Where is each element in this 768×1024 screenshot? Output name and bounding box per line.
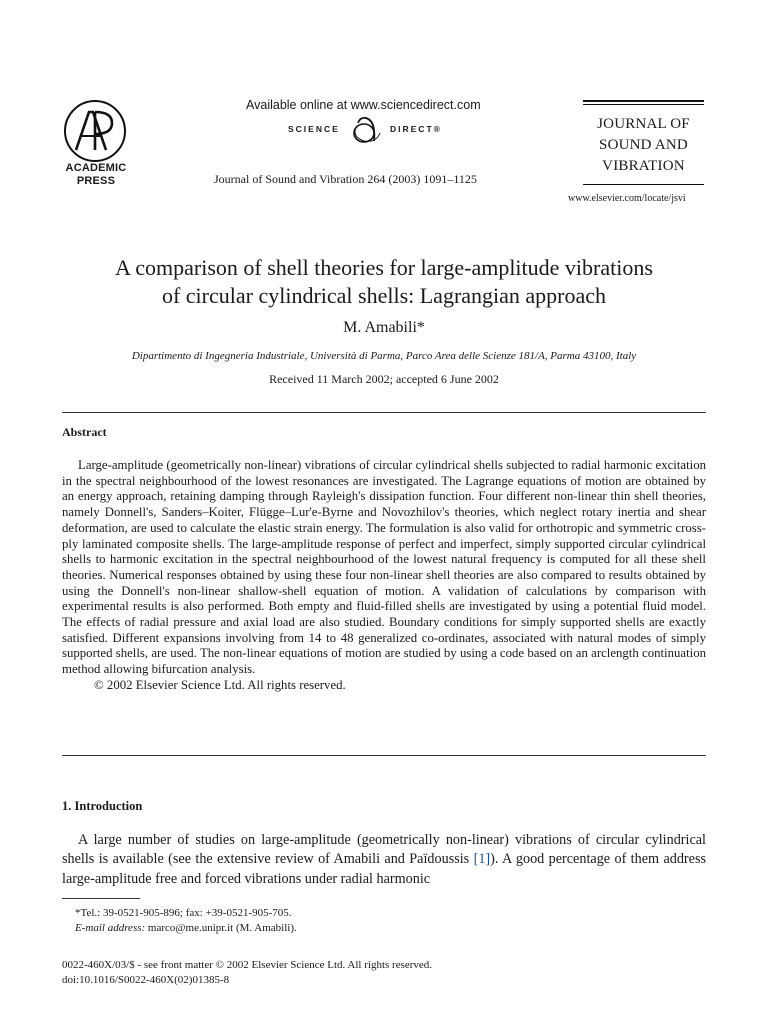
abstract-rule-top	[62, 412, 706, 413]
journal-name-line2: SOUND AND	[599, 137, 688, 153]
footnote-email-line	[75, 921, 297, 936]
publisher-name-line2: PRESS	[76, 175, 116, 187]
footnote-rule	[62, 898, 140, 899]
page-footer	[62, 958, 432, 988]
footnote-email-label: E-mail address:	[75, 922, 146, 934]
introduction-body	[62, 831, 706, 889]
author-name: M. Amabili*	[343, 319, 425, 336]
journal-citation: Journal of Sound and Vibration 264 (2003) 1091–1125	[214, 172, 477, 186]
journal-name-line3: VIBRATION	[602, 158, 685, 174]
introduction-text-before-ref: A large number of studies on large-amplitude (geometrically non-linear) vibrations of circular cylindrical shells is available (see the extensive review of Amabili and Païdoussis	[62, 832, 706, 868]
article-title	[40, 254, 728, 310]
abstract-rule-bottom	[62, 755, 706, 756]
footnote-email-value: marco@me.unipr.it (M. Amabili).	[145, 922, 297, 934]
author-affiliation: Dipartimento di Ingegneria Industriale, Università di Parma, Parco Area delle Scienze 181/A, Parma 43100, Italy	[131, 350, 637, 362]
journal-url-link[interactable]: www.elsevier.com/locate/jsvi	[568, 193, 686, 204]
journal-name	[583, 114, 704, 177]
available-online-text: Available online at www.sciencedirect.com	[246, 98, 481, 112]
introduction-heading: 1. Introduction	[62, 799, 143, 813]
abstract-copyright: © 2002 Elsevier Science Ltd. All rights reserved.	[94, 677, 346, 692]
journal-rule-bottom	[583, 184, 704, 185]
footer-doi: doi:10.1016/S0022-460X(02)01385-8	[62, 974, 230, 986]
article-title-line2: of circular cylindrical shells: Lagrangian approach	[161, 283, 607, 308]
introduction-text-after-ref: ). A good percentage of them address large-amplitude free and forced vibrations under radial harmonic	[62, 851, 706, 887]
introduction-paragraph	[62, 831, 706, 889]
journal-rule-top-thin	[583, 104, 704, 105]
publisher-name-line1: ACADEMIC	[65, 162, 127, 174]
footnote	[75, 906, 297, 936]
sciencedirect-logo-icon	[350, 115, 384, 145]
footer-issn: 0022-460X/03/$ - see front matter © 2002 Elsevier Science Ltd. All rights reserved.	[62, 959, 433, 971]
article-title-line1: A comparison of shell theories for large-amplitude vibrations	[115, 255, 653, 280]
sciencedirect-left-text: SCIENCE	[288, 124, 340, 134]
abstract-body	[62, 458, 706, 694]
publisher-name	[58, 162, 134, 188]
received-dates: Received 11 March 2002; accepted 6 June 2002	[269, 372, 499, 386]
footnote-contact: *Tel.: 39-0521-905-896; fax: +39-0521-905-705.	[75, 907, 292, 919]
academic-press-logo	[62, 98, 128, 164]
sciencedirect-right-text: DIRECT®	[390, 124, 442, 134]
journal-rule-top	[583, 100, 704, 102]
abstract-paragraph: Large-amplitude (geometrically non-linear) vibrations of circular cylindrical shells subjected to radial harmonic excitation in the spectral neighbourhood of the lowest resonances are investigated. The Lagrange equations of motion are obtained by an energy approach, retaining damping through Rayleigh's dissipation function. Four different non-linear thin shell theories, namely Donnell's, Sanders–Koiter, Flügge–Lur'e-Byrne and Novozhilov's theories, which neglect rotary inertia and shear deformation, are used to calculate the elastic strain energy. The formulation is also valid for orthotropic and symmetric cross-ply laminated composite shells. The large-amplitude response of perfect and imperfect, simply supported circular cylindrical shells to harmonic excitation in the spectral neighbourhood of the lowest natural frequency is computed for all these shell theories. Numerical responses obtained by using these four non-linear shell theories are also compared to results obtained by using the Donnell's non-linear shallow-shell equation of motion. A validation of calculations by comparison with experimental results is also performed. Both empty and fluid-filled shells are investigated by using a potential fluid model. The effects of radial pressure and axial load are also studied. Boundary conditions for simply supported shells are exactly satisfied. Different expansions involving from 14 to 48 generalized co-ordinates, associated with natural modes of simply supported shells, are used. The non-linear equations of motion are studied by using a code based on an arclength continuation method allowing bifurcation analysis.	[62, 458, 706, 677]
journal-name-line1: JOURNAL OF	[597, 116, 690, 132]
reference-link[interactable]: [1]	[473, 851, 491, 868]
abstract-heading: Abstract	[62, 425, 107, 439]
